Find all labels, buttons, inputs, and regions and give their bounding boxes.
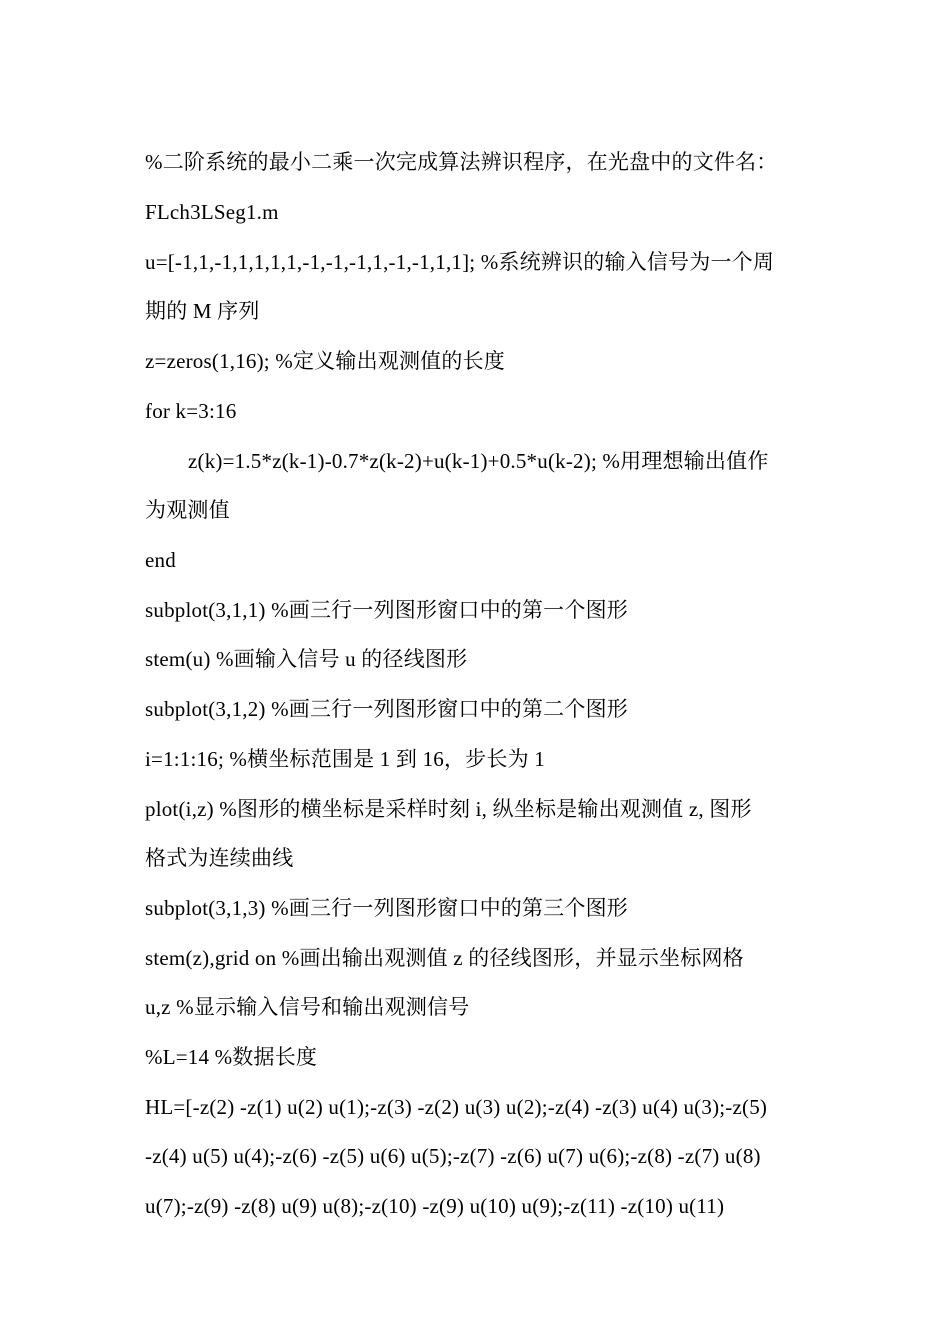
code-line-data-length: %L=14 %数据长度 — [145, 1045, 318, 1069]
code-line-display: u,z %显示输入信号和输出观测信号 — [145, 995, 470, 1019]
code-line-subplot-3: subplot(3,1,3) %画三行一列图形窗口中的第三个图形 — [145, 896, 628, 920]
code-line-stem-z: stem(z),grid on %画出输出观测值 z 的径线图形，并显示坐标网格 — [145, 946, 744, 970]
code-line-input-signal: u=[-1,1,-1,1,1,1,1,-1,-1,-1,1,-1,-1,1,1]; %系统辨识的输入信号为一个周 — [145, 250, 775, 274]
code-line-for-loop: for k=3:16 — [145, 399, 237, 423]
code-line-continuation: 为观测值 — [145, 498, 230, 522]
code-line-range: i=1:1:16; %横坐标范围是 1 到 16，步长为 1 — [145, 747, 545, 771]
code-line-continuation: 格式为连续曲线 — [145, 846, 294, 870]
code-line-loop-body: z(k)=1.5*z(k-1)-0.7*z(k-2)+u(k-1)+0.5*u(k-2); %用理想输出值作 — [188, 449, 769, 473]
code-line-hl-matrix: u(7);-z(9) -z(8) u(9) u(8);-z(10) -z(9) u(10) u(9);-z(11) -z(10) u(11) — [145, 1194, 725, 1218]
code-line-hl-matrix: -z(4) u(5) u(4);-z(6) -z(5) u(6) u(5);-z(7) -z(6) u(7) u(6);-z(8) -z(7) u(8) — [145, 1144, 761, 1168]
code-comment-title: %二阶系统的最小二乘一次完成算法辨识程序，在光盘中的文件名： — [145, 150, 778, 174]
code-line-plot: plot(i,z) %图形的横坐标是采样时刻 i, 纵坐标是输出观测值 z, 图形 — [145, 797, 752, 821]
code-filename: FLch3LSeg1.m — [145, 200, 279, 224]
code-line-continuation: 期的 M 序列 — [145, 299, 260, 323]
code-line-hl-matrix: HL=[-z(2) -z(1) u(2) u(1);-z(3) -z(2) u(3) u(2);-z(4) -z(3) u(4) u(3);-z(5) — [145, 1095, 768, 1119]
code-line-stem-u: stem(u) %画输入信号 u 的径线图形 — [145, 647, 468, 671]
code-line-zeros: z=zeros(1,16); %定义输出观测值的长度 — [145, 349, 505, 373]
code-line-subplot-1: subplot(3,1,1) %画三行一列图形窗口中的第一个图形 — [145, 598, 628, 622]
code-line-subplot-2: subplot(3,1,2) %画三行一列图形窗口中的第二个图形 — [145, 697, 628, 721]
code-line-end: end — [145, 548, 176, 572]
